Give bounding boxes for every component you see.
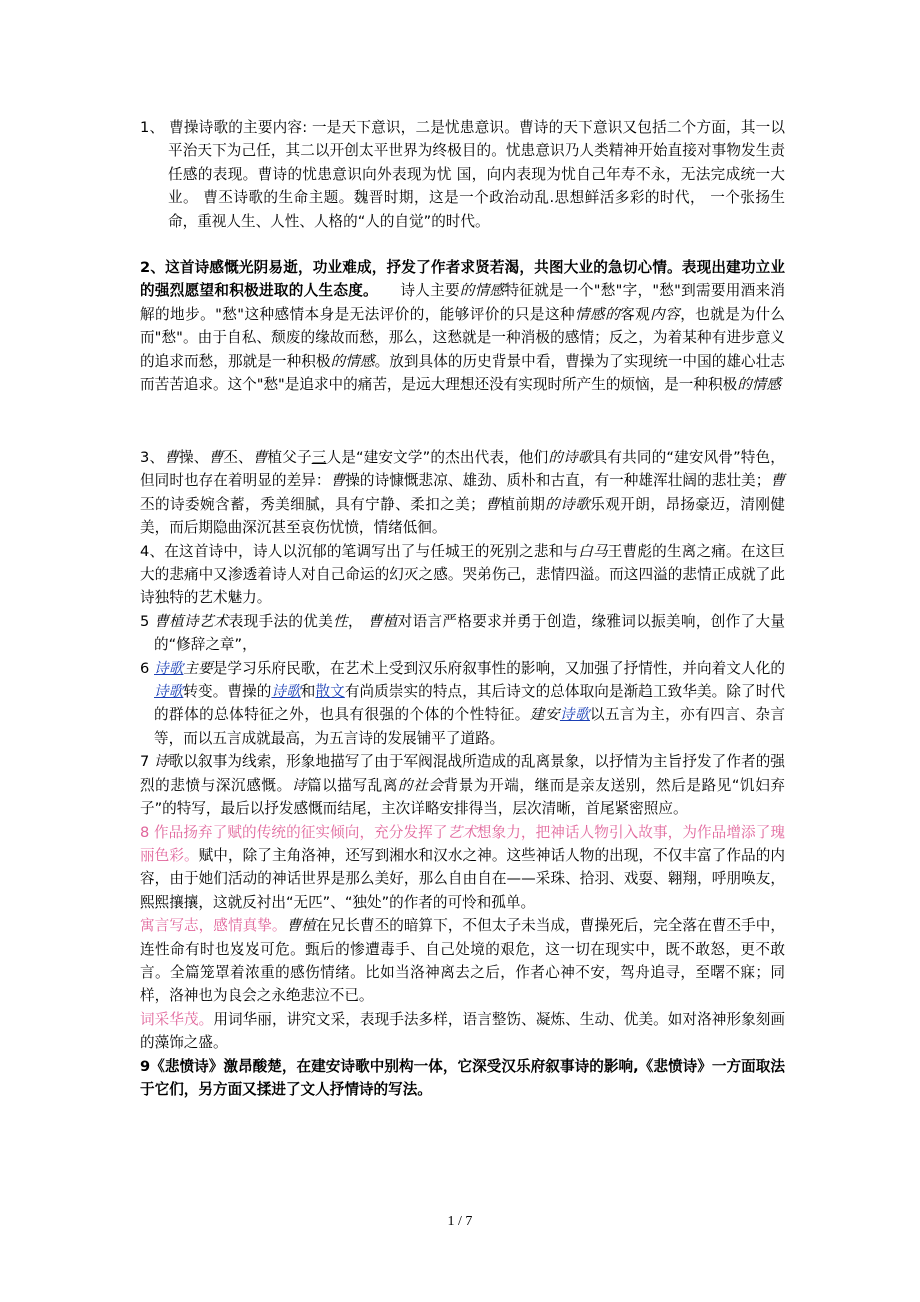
p6-text: 有尚质崇实的特点，其后诗文的总体取向是渐趋工致华美。除了时代的群体的总体特征之外，也具有很强的个体的个性特征。 — [154, 683, 785, 724]
p3-italic: 曹 — [330, 472, 346, 490]
p3-text: 3、 — [140, 449, 165, 466]
p3-text: 操的诗慷慨悲凉、雄劲、质朴和古直，有一种雄浑壮阔的悲壮美； — [345, 472, 771, 490]
p3-italic: 曹 — [164, 449, 179, 466]
p3-italic: 的诗歌 — [548, 449, 593, 466]
p3-italic: 曹 — [484, 495, 501, 513]
p3-text: 植父子 — [267, 449, 312, 466]
p7-text: 7 — [140, 753, 155, 771]
paragraph-4 — [140, 540, 785, 610]
p3-text: 乐观开朗，昂扬豪迈，清刚健美，而后期隐曲深沉甚至哀伤忧愤，情绪低徊。 — [140, 495, 785, 537]
p2-text: 诗人主要 — [400, 282, 460, 300]
p6-text: 是学习乐府民歌，在艺术上受到汉乐府叙事性的影响，又加强了抒情性，并向着文人化的 — [212, 659, 785, 677]
p10-highlight: 词采华茂。 — [140, 1010, 214, 1028]
p6-text: 6 — [140, 659, 155, 677]
p3-text: 具有共同的“建安风骨”特色，但同时也存在着明显的差异： — [140, 449, 785, 490]
link-shige[interactable]: 诗歌 — [154, 659, 184, 677]
p2-text: 特征就是一个"愁"字，"愁"到需要用酒来消解的地步。"愁"这种感情本身是无法评价的，能够评价的只是这种 — [140, 282, 785, 323]
p5-italic: 曹植诗艺术 — [154, 612, 229, 630]
paragraph-11: 9《悲愤诗》激昂酸楚，在建安诗歌中别构一体，它深受汉乐府叙事诗的影响,《悲愤诗》一方面取法于它们，另方面又揉进了文人抒情诗的写法。 — [140, 1057, 785, 1098]
paragraph-3 — [140, 446, 785, 540]
link-sanwen[interactable]: 散文 — [315, 683, 345, 701]
p2-italic: 内容 — [650, 305, 681, 323]
p7-italic: 的社会 — [398, 776, 444, 794]
p5-italic: 曹植 — [367, 612, 398, 630]
p4-text: 4、在这首诗中，诗人以沉郁的笔调写出了与任城王的死别之悲和与 — [140, 542, 579, 560]
p7-text: 篇以描写乱离 — [306, 776, 399, 794]
p2-text: 。放到具体的历史背景中看，曹操为了实现统一中国的雄心壮志而苦苦追求。这个"愁"是追求中的痛苦，是远大理想还没有实现时所产生的烦恼，是一种积极 — [140, 352, 785, 394]
paragraph-7 — [140, 750, 785, 820]
p4-text: 王曹彪的生离之痛。在这巨大的悲痛中又渗透着诗人对自己命运的幻灭之感。哭弟伤己，悲情四溢。而这四溢的悲情正成就了此诗独特的艺术魅力。 — [140, 542, 785, 607]
p3-italic: 曹 — [208, 449, 224, 466]
paragraph-5 — [140, 610, 785, 657]
p9-italic: 曹植 — [286, 917, 316, 935]
p7-italic: 诗 — [291, 776, 307, 794]
p8-highlight: 想象力，把神话人物引入故事，为作品增添了瑰丽色彩。 — [140, 823, 785, 864]
p8-highlight: 8 作品扬弃了赋的传统的征实倾向，充分发挥了 — [140, 823, 448, 841]
p2-italic: 的情感 — [459, 282, 505, 300]
p3-text: 操、 — [178, 449, 209, 466]
paragraph-9 — [140, 914, 785, 1008]
p2-text: ，也就是为什么而"愁"。由于自私、颓废的缘故而愁，那么，这愁就是一种消极的感情；反之，为着某种有进步意义的追求而愁，那就是一种积极 — [140, 305, 785, 370]
p7-text: 背景为开端，继而是亲友送别，然后是路见“饥妇弃子”的特写，最后以抒发感慨而结尾，主次详略安排得当，层次清晰，首尾紧密照应。 — [140, 776, 785, 818]
p2-italic: 情感的 — [575, 305, 621, 323]
paragraph-2-bold: 2、这首诗感慨光阴易逝，功业难成，抒发了作者求贤若渴，共图大业的急切心情。表现出建功立业的强烈愿望和积极进取的人生态度。 — [140, 259, 785, 300]
p2-text: 客观 — [620, 305, 651, 323]
p7-italic: 诗 — [154, 753, 169, 771]
p3-italic: 的诗歌 — [545, 495, 591, 513]
paragraph-6 — [140, 657, 785, 751]
paragraph-2 — [140, 256, 785, 396]
page-number: 1 / 7 — [447, 1214, 473, 1229]
p2-italic: 的情感 — [330, 352, 375, 370]
paragraph-8 — [140, 821, 785, 915]
p6-italic: 建安 — [529, 706, 560, 724]
p7-text: 歌以叙事为线索，形象地描写了由于军阀混战所造成的乱离景象，以抒情为主旨抒发了作者的强烈的悲愤与深沉感慨。 — [140, 753, 785, 794]
p5-text: 5 — [140, 612, 155, 630]
paragraph-1: 1、 曹操诗歌的主要内容: 一是天下意识，二是忧患意识。曹诗的天下意识又包括二个方面，其一以平治天下为己任，其二以开创太平世界为终极目的。忧患意识乃人类精神开始直接对事物发生责任感的表现。曹诗的忧患意识向外表现为忧 国，向内表现为忧自己年寿不永，无法完成统一大业。 曹丕诗歌的生命主题。魏晋时期，这是一个政治动乱.思想鲜活多彩的时代， 一个张扬生命，重视人生、人性、人格的“人的自觉”的时代。 — [140, 119, 785, 230]
p6-text: 和 — [300, 683, 316, 701]
p3-underlined: 三 — [311, 449, 327, 466]
p3-italic: 曹 — [252, 449, 268, 466]
link-shige[interactable]: 诗歌 — [271, 683, 301, 701]
section-3 — [140, 446, 785, 1101]
p5-text: ， — [348, 612, 368, 630]
p6-text: 以五言为主，亦有四言、杂言等，而以五言成就最高，为五言诗的发展铺平了道路。 — [154, 706, 785, 747]
link-shige[interactable]: 诗歌 — [154, 683, 184, 701]
link-shige[interactable]: 诗歌 — [559, 706, 590, 724]
section-2 — [140, 256, 785, 396]
p3-text: 丕、 — [223, 449, 253, 466]
p10-text: 用词华丽，讲究文采，表现手法多样，语言整饬、凝炼、生动、优美。如对洛神形象刻画的藻饰之盛。 — [140, 1010, 785, 1052]
p5-text: 对语言严格要求并勇于创造，缘雅词以振美响，创作了大量的“修辞之章”， — [154, 612, 785, 654]
p9-highlight: 寓言写志，感情真挚。 — [140, 917, 287, 935]
p9-text: 在兄长曹丕的暗算下，不但太子未当成，曹操死后，完全落在曹丕手中，连性命有时也岌岌可危。甄后的惨遭毒手、自己处境的艰危，这一切在现实中，既不敢怒，更不敢言。全篇笼罩着浓重的感伤情绪。比如当洛神离去之后，作者心神不安，驾舟追寻，至曙不寐；同样，洛神也为良会之永绝悲泣不已。 — [140, 917, 785, 1005]
p3-italic: 曹 — [770, 472, 785, 490]
p3-text: 植前期 — [500, 495, 546, 513]
p8-highlight-italic: 艺术 — [447, 823, 477, 841]
p4-italic: 白马 — [578, 542, 608, 560]
p8-text: 赋中，除了主角洛神，还写到湘水和汉水之神。这些神话人物的出现，不仅丰富了作品的内容，由于她们活动的神话世界是那么美好，那么自由自在——采珠、拾羽、戏耍、翱翔，呼朋唤友，熙熙攘攘，这就反衬出“无匹”、“独处”的作者的可怜和孤单。 — [140, 846, 785, 911]
p3-text: 人是“建安文学”的杰出代表，他们 — [326, 449, 549, 466]
paragraph-10 — [140, 1008, 785, 1055]
section-1 — [140, 116, 785, 233]
p2-italic: 的情感 — [737, 376, 781, 394]
p6-italic: 主要 — [183, 659, 213, 677]
p3-text: 丕的诗委婉含蓄，秀美细腻，具有宁静、柔扣之美； — [140, 495, 485, 513]
p6-text: 转变。曹操的 — [183, 683, 272, 701]
p5-italic: 性 — [333, 612, 349, 630]
p5-text: 表现手法的优美 — [228, 612, 334, 630]
